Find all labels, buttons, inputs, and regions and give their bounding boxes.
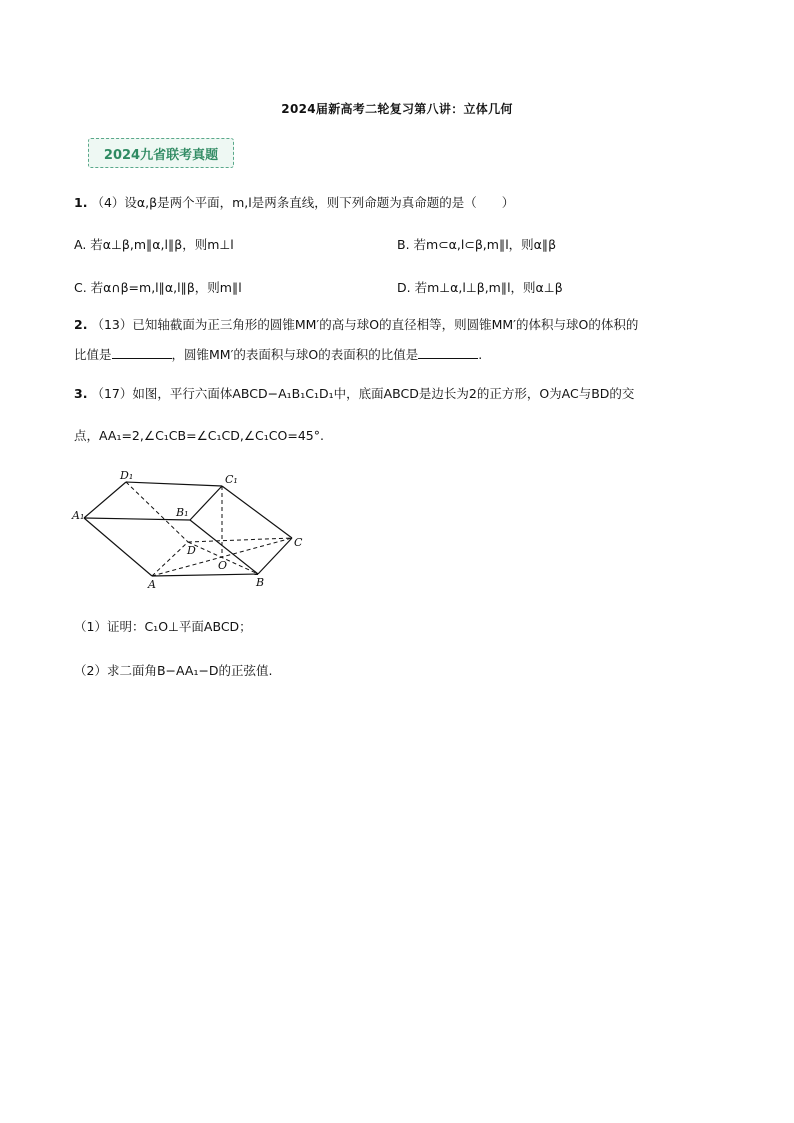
question-3-line-2: 点，AA₁=2,∠C₁CB=∠C₁CD,∠C₁CO=45°. xyxy=(74,428,324,443)
parallelepiped-figure xyxy=(70,470,310,590)
question-2-number: 2. xyxy=(74,317,88,332)
question-2-text-2c: . xyxy=(478,347,483,362)
label-c: C xyxy=(294,536,303,549)
answer-blank-2 xyxy=(418,346,478,359)
edge-b-c xyxy=(258,538,292,574)
edge-c1-c xyxy=(222,486,292,538)
section-badge: 2024九省联考真题 xyxy=(88,138,234,168)
label-o: O xyxy=(218,559,228,572)
edge-a-d-hidden xyxy=(152,542,188,576)
label-d1: D₁ xyxy=(120,470,134,482)
edge-d-c-hidden xyxy=(188,538,292,542)
question-2-line-2 xyxy=(74,346,482,364)
question-3-text-1: （17）如图，平行六面体ABCD−A₁B₁C₁D₁中，底面ABCD是边长为2的正方形，O为AC与BD的交 xyxy=(91,386,635,401)
question-3-part-2: （2）求二面角B−AA₁−D的正弦值. xyxy=(74,663,273,678)
edge-a1-d1 xyxy=(84,482,126,518)
question-1-stem xyxy=(74,194,514,212)
question-3-part-1: （1）证明：C₁O⊥平面ABCD； xyxy=(74,619,252,634)
question-1-option-d: D. 若m⊥α,l⊥β,m∥l，则α⊥β xyxy=(397,280,563,295)
label-b: B xyxy=(256,576,265,589)
edge-d1-c1 xyxy=(126,482,222,486)
edge-b1-c1 xyxy=(190,486,222,520)
page-title: 2024届新高考二轮复习第八讲：立体几何 xyxy=(281,102,513,116)
question-3-number: 3. xyxy=(74,386,88,401)
question-1-option-c: C. 若α∩β=m,l∥α,l∥β，则m∥l xyxy=(74,280,242,295)
question-1-option-b: B. 若m⊂α,l⊂β,m∥l，则α∥β xyxy=(397,237,557,252)
question-2-text-2b: ，圆锥MM′的表面积与球O的表面积的比值是 xyxy=(171,347,419,362)
question-1-option-a: A. 若α⊥β,m∥α,l∥β，则m⊥l xyxy=(74,237,234,252)
label-d: D xyxy=(187,544,196,557)
question-2-line-1 xyxy=(74,316,638,334)
label-b1: B₁ xyxy=(176,506,189,519)
edge-a-b xyxy=(152,574,258,576)
label-a: A xyxy=(148,578,156,590)
edge-a1-b1 xyxy=(84,518,190,520)
question-2-text-2a: 比值是 xyxy=(74,347,112,362)
edge-a1-a xyxy=(84,518,152,576)
question-1-text: （4）设α,β是两个平面，m,l是两条直线，则下列命题为真命题的是（ ） xyxy=(91,195,515,210)
question-2-text-1: （13）已知轴截面为正三角形的圆锥MM′的高与球O的直径相等，则圆锥MM′的体积与球O的体积的 xyxy=(91,317,639,332)
label-c1: C₁ xyxy=(225,473,238,486)
label-a1: A₁ xyxy=(72,509,85,522)
question-1-number: 1. xyxy=(74,195,88,210)
answer-blank-1 xyxy=(112,346,172,359)
question-3-line-1 xyxy=(74,385,634,403)
